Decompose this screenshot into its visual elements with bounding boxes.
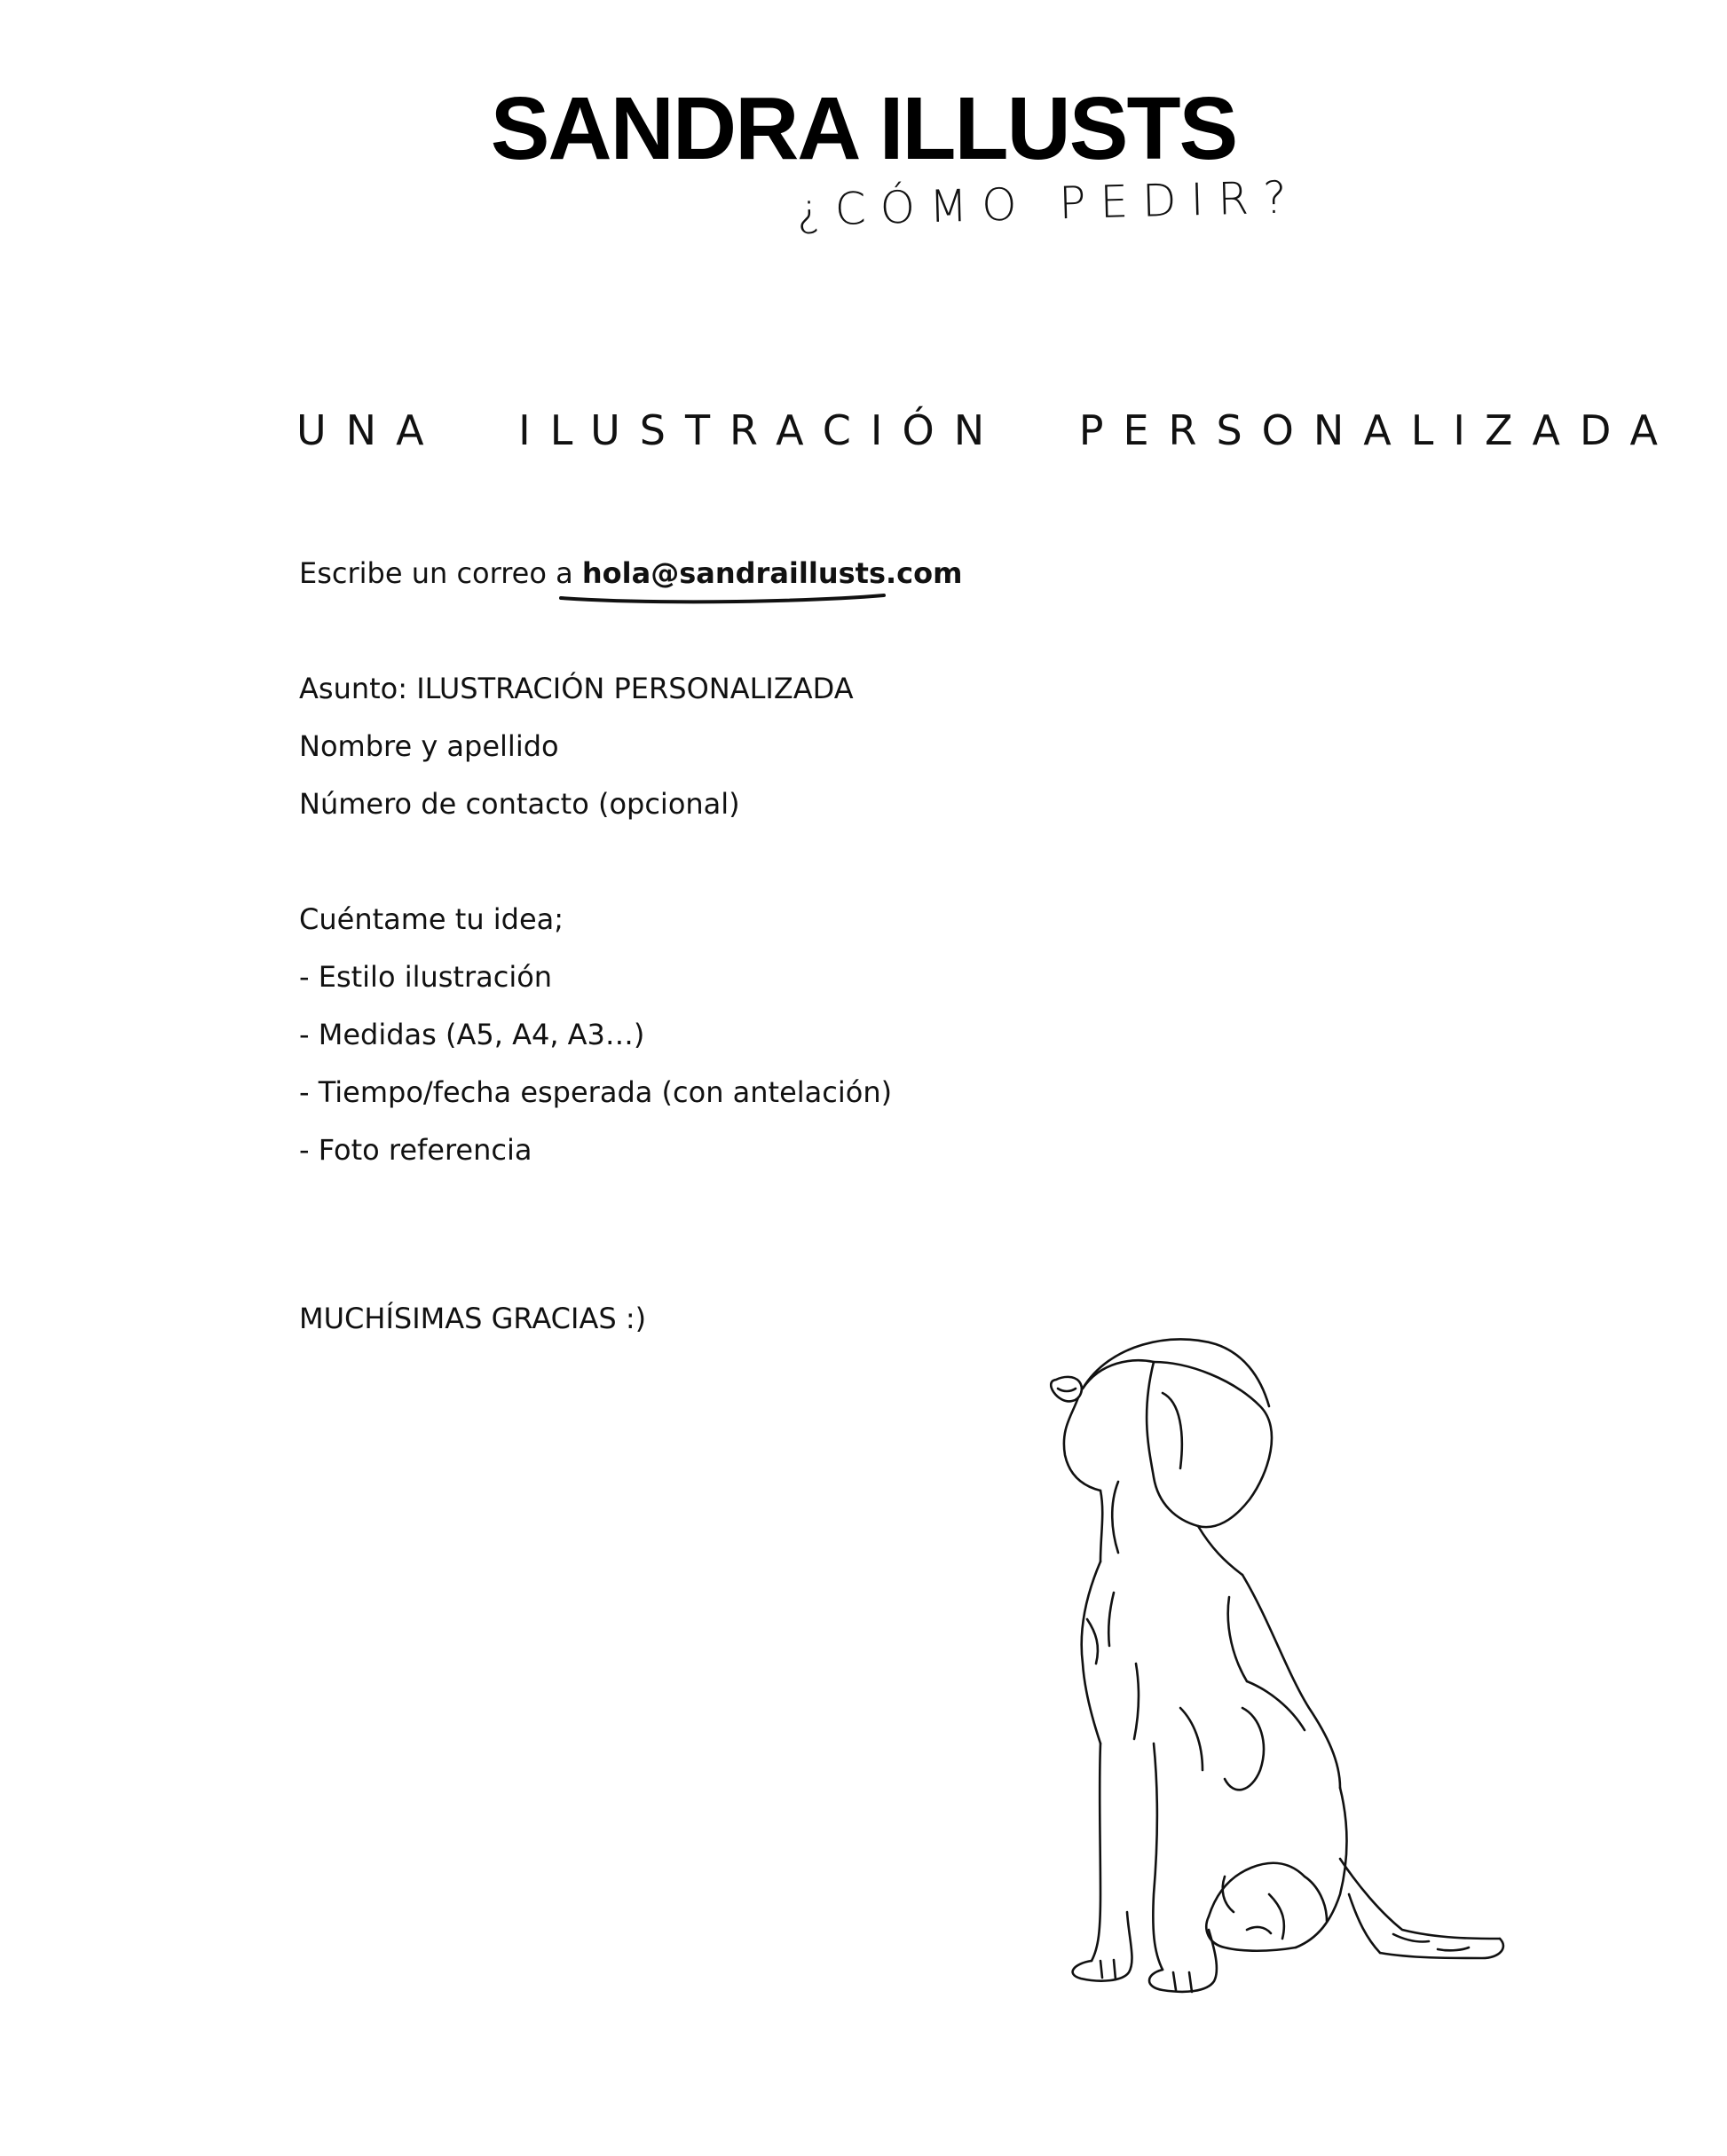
thanks-text: MUCHÍSIMAS GRACIAS :)	[299, 1302, 647, 1335]
email-link[interactable]: hola@sandraillusts.com	[581, 556, 963, 590]
page-subtitle: ¿CÓMO PEDIR?	[796, 171, 1302, 236]
idea-heading: Cuéntame tu idea;	[299, 902, 564, 936]
email-instruction	[299, 556, 963, 590]
section-title: UNA ILUSTRACIÓN PERSONALIZADA	[296, 406, 1678, 454]
beagle-icon	[976, 1326, 1509, 2018]
phone-line: Número de contacto (opcional)	[299, 787, 740, 821]
idea-item-style: - Estilo ilustración	[299, 960, 553, 994]
email-underline	[559, 591, 887, 605]
idea-item-date: - Tiempo/fecha esperada (con antelación)	[299, 1075, 893, 1109]
name-line: Nombre y apellido	[299, 729, 559, 763]
brand-title: SANDRA ILLUSTS	[490, 79, 1237, 178]
email-prefix: Escribe un correo a	[299, 556, 582, 590]
idea-item-photo: - Foto referencia	[299, 1133, 532, 1167]
idea-item-size: - Medidas (A5, A4, A3…)	[299, 1018, 645, 1051]
subject-line: Asunto: ILUSTRACIÓN PERSONALIZADA	[299, 672, 854, 705]
